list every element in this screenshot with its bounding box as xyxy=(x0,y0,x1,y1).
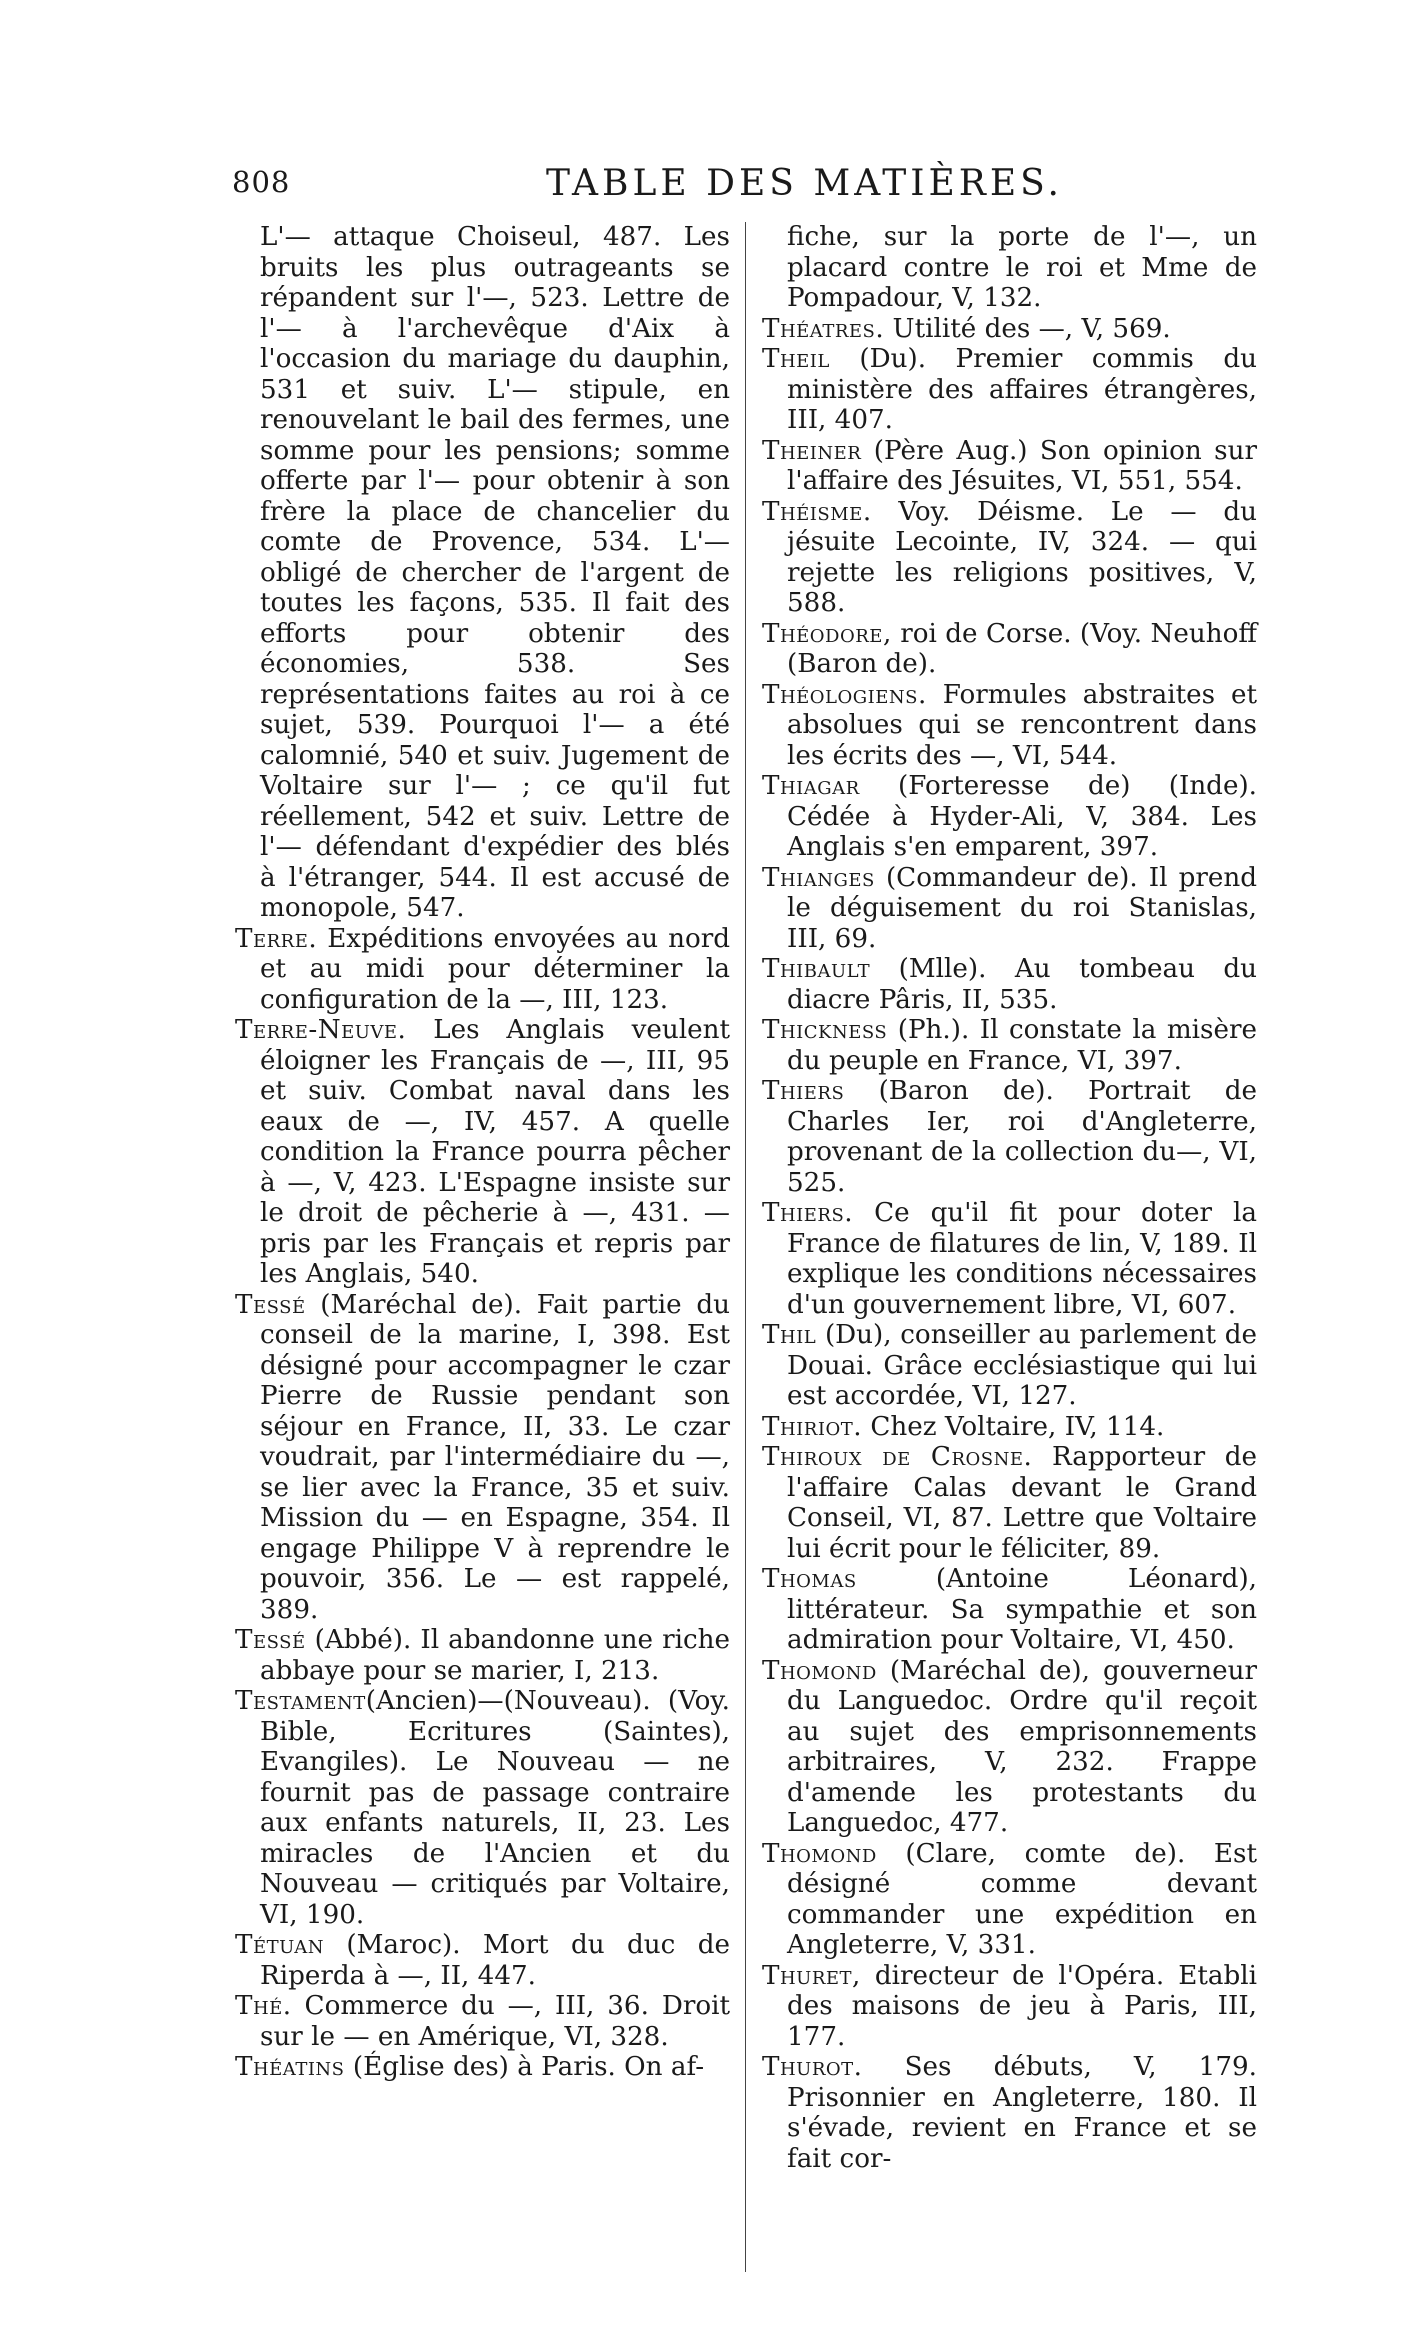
entry-text: (Maréchal de), gouverneur du Languedoc. Ordre qu'il reçoit au sujet des emprisonnements arbitraires, V, 232. Frappe d'amende les protestants du Languedoc, 477. xyxy=(787,1655,1257,1838)
index-entry xyxy=(762,954,1257,1015)
entry-heading: Theiner xyxy=(762,435,862,466)
entry-heading: Thiriot. xyxy=(762,1411,863,1442)
entry-heading: Testament xyxy=(235,1686,366,1716)
page-title: TABLE DES MATIÈRES. xyxy=(546,163,1063,204)
entry-heading: Tessé xyxy=(235,1289,306,1320)
entry-text: Rapporteur de l'affaire Calas devant le Grand Conseil, VI, 87. Lettre que Voltaire lui écrit pour le féliciter, 89. xyxy=(787,1442,1257,1564)
entry-heading: Théodore, xyxy=(762,618,892,649)
entry-heading: Thurot. xyxy=(762,2052,863,2082)
entry-heading: Thomond xyxy=(762,1838,877,1869)
entry-heading: Théatins xyxy=(235,2052,345,2082)
index-entry xyxy=(762,436,1257,497)
index-entry xyxy=(762,497,1257,619)
index-entry xyxy=(762,680,1257,772)
entry-text: (Maréchal de). Fait partie du conseil de la marine, I, 398. Est désigné pour accompagner le czar Pierre de Russie pendant son séjour en France, II, 33. Le czar voudrait, par l'intermédiaire du —, se lier avec la France, 35 et suiv. Mission du — en Espagne, 354. Il engage Philippe V à reprendre le pouvoir, 356. Le — est rappelé, 389. xyxy=(260,1289,730,1625)
entry-heading: Tétuan xyxy=(235,1930,324,1960)
entry-heading: Thiroux de Crosne. xyxy=(762,1442,1033,1472)
entry-text: (Commandeur de). Il prend le déguisement du roi Stanislas, III, 69. xyxy=(787,862,1257,954)
entry-text: Formules abstraites et absolues qui se rencontrent dans les écrits des —, VI, 544. xyxy=(787,679,1257,771)
index-entry xyxy=(762,314,1257,345)
index-entry xyxy=(762,771,1257,863)
index-entry xyxy=(762,1839,1257,1961)
index-entry xyxy=(762,1656,1257,1839)
entry-heading: Théologiens. xyxy=(762,679,927,710)
index-entry xyxy=(235,1686,730,1930)
entry-text: Voy. Déisme. Le — du jésuite Lecointe, IV, 324. — qui rejette les religions positives, V, 588. xyxy=(787,496,1257,618)
entry-heading: Thickness xyxy=(762,1015,888,1045)
entry-text: (Du), conseiller au parlement de Douai. Grâce ecclésiastique qui lui est accordée, VI, 127. xyxy=(787,1320,1257,1411)
page-number: 808 xyxy=(232,165,291,199)
entry-text: (Maroc). Mort du duc de Riperda à —, II, 447. xyxy=(260,1930,730,1991)
entry-heading: Théatres. xyxy=(762,313,885,344)
entry-text: (Ph.). Il constate la misère du peuple en France, VI, 397. xyxy=(787,1015,1257,1076)
index-entry xyxy=(762,1412,1257,1443)
entry-heading: Terre. xyxy=(235,923,318,954)
entry-text: Commerce du —, III, 36. Droit sur le — en Amérique, VI, 328. xyxy=(260,1991,730,2052)
entry-text: (Baron de). Portrait de Charles Ier, roi d'Angleterre, provenant de la collection du—, VI, 525. xyxy=(787,1076,1257,1198)
index-entry xyxy=(762,2052,1257,2174)
index-entry xyxy=(235,1991,730,2052)
entry-text: (Du). Premier commis du ministère des affaires étrangères, III, 407. xyxy=(787,344,1257,435)
entry-text: (Abbé). Il abandonne une riche abbaye pour se marier, I, 213. xyxy=(260,1625,730,1686)
index-entry xyxy=(762,1442,1257,1564)
entry-heading: Thiers xyxy=(762,1076,845,1106)
entry-text: roi de Corse. (Voy. Neuhoff (Baron de). xyxy=(787,618,1257,679)
entry-heading: Thomond xyxy=(762,1655,877,1686)
entry-text: (Antoine Léonard), littérateur. Sa sympathie et son admiration pour Voltaire, VI, 450. xyxy=(787,1564,1257,1655)
index-entry xyxy=(762,863,1257,955)
entry-text: (Père Aug.) Son opinion sur l'affaire des Jésuites, VI, 551, 554. xyxy=(787,435,1257,496)
index-entry xyxy=(235,924,730,1016)
index-column-right xyxy=(762,222,1257,2174)
column-divider xyxy=(745,222,746,2272)
index-entry xyxy=(762,619,1257,680)
entry-heading: Thil xyxy=(762,1320,817,1350)
entry-text: Les Anglais veulent éloigner les Français de —, III, 95 et suiv. Combat naval dans les eaux de —, IV, 457. A quelle condition la France pourra pêcher à —, V, 423. L'Espagne insiste sur le droit de pêcherie à —, 431. —pris par les Français et repris par les Anglais, 540. xyxy=(260,1015,730,1289)
entry-heading: Thiers. xyxy=(762,1198,854,1228)
entry-heading: Thiagar xyxy=(762,771,860,801)
index-entry xyxy=(762,1564,1257,1656)
entry-heading: Théisme. xyxy=(762,496,872,527)
index-entry xyxy=(762,344,1257,436)
index-entry xyxy=(235,1930,730,1991)
index-entry xyxy=(762,222,1257,314)
entry-heading: Thianges xyxy=(762,862,875,893)
entry-heading: Thé. xyxy=(235,1991,292,2021)
index-entry xyxy=(235,222,730,924)
index-entry xyxy=(235,1625,730,1686)
entry-text: directeur de l'Opéra. Etabli des maisons de jeu à Paris, III, 177. xyxy=(787,1960,1257,2052)
entry-heading: Terre-Neuve. xyxy=(235,1015,407,1045)
entry-text: Chez Voltaire, IV, 114. xyxy=(862,1411,1165,1442)
entry-text: Utilité des —, V, 569. xyxy=(884,313,1171,344)
index-entry xyxy=(762,1961,1257,2053)
entry-text: fiche, sur la porte de l'—, un placard contre le roi et Mme de Pompadour, V, 132. xyxy=(787,222,1257,313)
index-entry xyxy=(762,1076,1257,1198)
entry-text: Ce qu'il fit pour doter la France de filatures de lin, V, 189. Il explique les conditions nécessaires d'un gouvernement libre, VI, 607. xyxy=(787,1198,1257,1320)
index-column-left xyxy=(235,222,730,2083)
index-entry xyxy=(762,1015,1257,1076)
entry-heading: Thomas xyxy=(762,1564,857,1594)
entry-text: (Forteresse de) (Inde). Cédée à Hyder-Ali, V, 384. Les Anglais s'en emparent, 397. xyxy=(787,771,1257,862)
entry-text: L'— attaque Choiseul, 487. Les bruits les plus outrageants se répandent sur l'—, 523. Lettre de l'— à l'archevêque d'Aix à l'occasion du mariage du dauphin, 531 et suiv. L'— stipule, en renouvelant le bail des fermes, une somme pour les pensions; somme offerte par l'— pour obtenir à son frère la place de chancelier du comte de Provence, 534. L'— obligé de chercher de l'argent de toutes les façons, 535. Il fait des efforts pour obtenir des économies, 538. Ses représentations faites au roi à ce sujet, 539. Pourquoi l'— a été calomnié, 540 et suiv. Jugement de Voltaire sur l'— ; ce qu'il fut réellement, 542 et suiv. Lettre de l'— défendant d'expédier des blés à l'étranger, 544. Il est accusé de monopole, 547. xyxy=(260,222,730,923)
entry-text: (Église des) à Paris. On af- xyxy=(344,2052,705,2082)
entry-text: (Clare, comte de). Est désigné comme devant commander une expédition en Angleterre, V, 331. xyxy=(787,1838,1257,1960)
index-entry xyxy=(235,1015,730,1290)
entry-heading: Thuret, xyxy=(762,1960,861,1991)
entry-heading: Tessé xyxy=(235,1625,306,1655)
index-entry xyxy=(762,1320,1257,1412)
index-entry xyxy=(235,2052,730,2083)
entry-heading: Theil xyxy=(762,344,830,374)
entry-text: Ses débuts, V, 179. Prisonnier en Angleterre, 180. Il s'évade, revient en France et se fait cor- xyxy=(787,2052,1257,2174)
entry-text: (Mlle). Au tombeau du diacre Pâris, II, 535. xyxy=(787,954,1257,1015)
entry-heading: Thibault xyxy=(762,954,871,984)
entry-text: Expéditions envoyées au nord et au midi pour déterminer la configuration de la —, III, 123. xyxy=(260,923,730,1015)
index-entry xyxy=(762,1198,1257,1320)
entry-text: (Ancien)—(Nouveau). (Voy. Bible, Ecritures (Saintes), Evangiles). Le Nouveau — ne fournit pas de passage contraire aux enfants naturels, II, 23. Les miracles de l'Ancien et du Nouveau — critiqués par Voltaire, VI, 190. xyxy=(260,1686,730,1930)
index-entry xyxy=(235,1290,730,1626)
